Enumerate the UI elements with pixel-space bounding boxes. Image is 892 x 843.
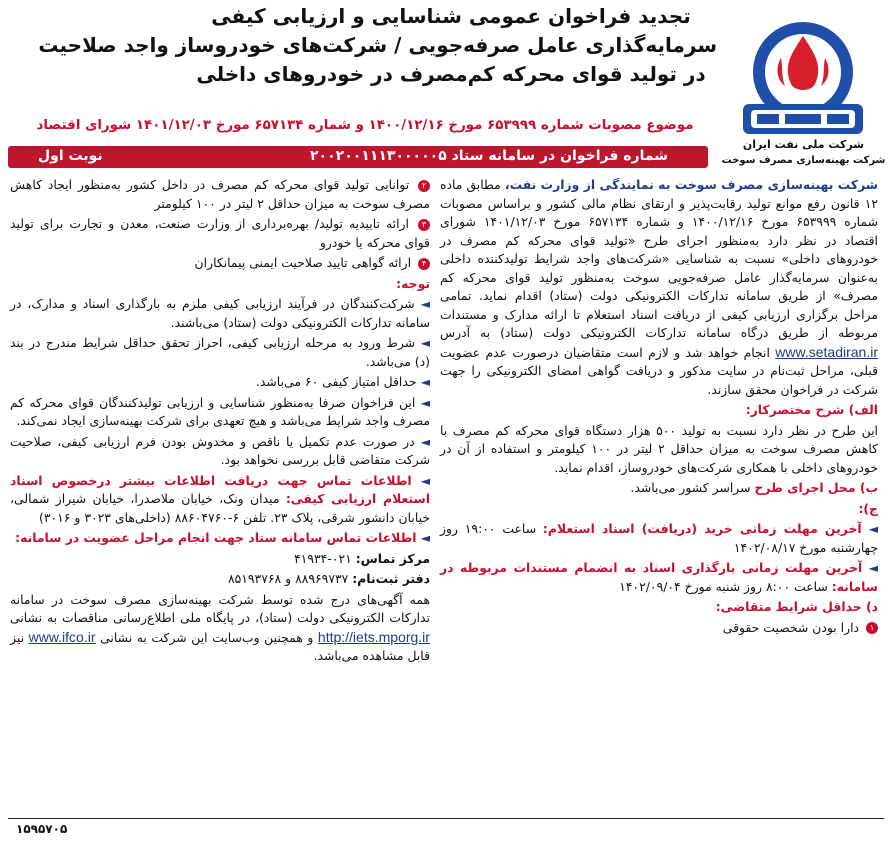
iets-link[interactable]: http://iets.mporg.ir	[317, 628, 430, 645]
footer-text-1: همه آگهی‌های درج شده توسط شرکت بهینه‌سازی مصرف سوخت در سامانه تدارکات الکترونیکی دولت (ستاد)، در پایگاه ملی اطلاع‌رسانی مناقصات به نشانی	[10, 591, 430, 625]
ad-code: ۱۵۹۵۷۰۵	[16, 822, 68, 836]
note-text: این فراخوان صرفا به‌منظور شناسایی و ارزیابی تولیدکنندگان قوای محرکه کم مصرف واجد شرایط می‌باشد و هیچ تعهدی برای شرکت بهینه‌سازی ایجاد نمی‌کند.	[10, 394, 430, 428]
subject-line: موضوع مصوبات شماره ۶۵۳۹۹۹ مورخ ۱۴۰۰/۱۲/۱۶ و شماره ۶۵۷۱۳۴ مورخ ۱۴۰۱/۱۲/۰۳ شورای اقتصاد	[36, 118, 694, 133]
call-center-number: ۰۲۱-۴۱۹۳۴	[294, 550, 352, 566]
logo-caption-2: شرکت بهینه‌سازی مصرف سوخت	[721, 155, 886, 166]
intro-company: شرکت بهینه‌سازی مصرف سوخت به نمایندگی از وزارت نفت،	[504, 177, 878, 192]
section-d-heading: د) حداقل شرایط متقاضی:	[715, 599, 878, 614]
call-number-banner	[8, 146, 708, 168]
note-text: شرط ورود به مرحله ارزیابی کیفی، احراز تحقق حداقل شرایط مندرج در بند (د) می‌باشد.	[10, 335, 430, 369]
deadline-1-label: آخرین مهلت زمانی خرید (دریافت) اسناد استعلام:	[542, 521, 862, 536]
deadline-2	[440, 559, 878, 596]
requirement-1-text: دارا بودن شخصیت حقوقی	[722, 619, 860, 635]
footer-text-2: و همچنین وب‌سایت این شرکت به نشانی	[100, 629, 314, 645]
note-heading: توجه:	[396, 275, 430, 291]
note-item	[10, 295, 430, 332]
intro-paragraph	[440, 176, 878, 399]
bullet-arrow-icon: ◄	[868, 560, 878, 575]
deadline-1	[440, 520, 878, 557]
bottom-divider	[8, 818, 884, 819]
contact-block	[10, 472, 430, 528]
contact-label: استعلام ارزیابی کیفی:	[285, 491, 430, 506]
ifco-link[interactable]: www.ifco.ir	[28, 628, 96, 645]
title-line-1: تجدید فراخوان عمومی شناسایی و ارزیابی کیفی	[211, 4, 691, 28]
bullet-arrow-icon: ◄	[420, 472, 430, 488]
bullet-arrow-icon: ◄	[420, 530, 430, 545]
note-text: شرکت‌کنندگان در فرآیند ارزیابی کیفی ملزم به بارگذاری اسناد و مدارک، در سامانه تدارکات الکترونیکی دولت (ستاد) می‌باشند.	[10, 296, 430, 330]
logo-caption-1: شرکت ملی نفت ایران	[742, 138, 865, 151]
call-center-label: مرکز تماس:	[355, 550, 430, 566]
title-line-3: در تولید قوای محرکه کم‌مصرف در خودروهای داخلی	[196, 62, 706, 86]
contact-body: میدان ونک، خیابان ملاصدرا، خیابان شیراز شمالی، خیابان دانشور شرقی، پلاک ۲۳. تلفن ۶-۸۸۶۰۴۷۶۰ (داخلی‌های ۳۰۲۳ و ۳۰۱۶)	[10, 491, 430, 525]
section-a-heading: الف) شرح مختصرکار:	[745, 402, 878, 417]
deadline-1-body: ساعت ۱۹:۰۰ روز چهارشنبه مورخ ۱۴۰۲/۰۸/۱۷	[440, 521, 878, 555]
number-badge-icon: ۲	[418, 180, 430, 192]
note-item	[10, 433, 430, 470]
bullet-arrow-icon: ◄	[868, 521, 878, 536]
setad-link[interactable]: www.setadiran.ir	[775, 343, 878, 360]
section-a-body: این طرح در نظر دارد نسبت به تولید ۵۰۰ هزار دستگاه قوای محرکه کم مصرف با کاهش مصرف سوخت به میزان حداقل ۲ لیتر در ۱۰۰ کیلومتر و استفاده از آن در خودروهای داخلی با همکاری شرکت‌های خودروساز، اقدام نماید.	[440, 422, 879, 475]
registration-office	[10, 570, 430, 589]
footer-paragraph	[10, 591, 430, 666]
section-b-heading: ب) محل اجرای طرح	[754, 480, 878, 495]
requirement-4-text: ارائه گواهی تایید صلاحیت ایمنی پیمانکاران	[194, 255, 412, 270]
intro-tail: انجام خواهد شد و لازم است متقاضیان درصورت عدم عضویت قبلی، مراحل ثبت‌نام در سایت مذکور و دریافت گواهی امضای الکترونیکی را جهت شرکت در فراخوان محقق سازند.	[440, 344, 878, 397]
intro-body: مطابق ماده ۱۲ قانون رفع موانع تولید رقابت‌پذیر و ارتقای نظام مالی کشور و براساس مصوبات شماره ۶۵۳۹۹۹ مورخ ۱۴۰۰/۱۲/۱۶ و شماره ۶۵۷۱۳۴ مورخ ۱۴۰۱/۱۲/۰۳ شورای اقتصاد در نظر دارد به‌منظور اجرای طرح «تولید قوای محرکه کم مصرف در خودروهای داخلی» نسبت به شناسایی «شرکت‌های واجد شرایط تولیدکننده داخلی به‌عنوان سرمایه‌گذار عامل صرفه‌جویی سوخت به‌منظور تولید قوای محرکه کم مصرف» از طریق سامانه تدارکات الکترونیکی دولت (ستاد) اقدام نماید. تمامی مراحل برگزاری ارزیابی کیفی از دریافت اسناد استعلام تا ارائه مدارک و مستندات مربوطه از طریق درگاه سامانه تدارکات الکترونیکی دولت (ستاد) به آدرس	[440, 177, 878, 340]
left-column	[10, 176, 430, 668]
flame-logo-icon	[721, 6, 886, 141]
setad-contact	[10, 529, 430, 548]
office-label: دفتر ثبت‌نام:	[352, 571, 430, 586]
deadline-2-body: ساعت ۸:۰۰ روز شنبه مورخ ۱۴۰۲/۰۹/۰۴	[619, 578, 828, 594]
bullet-arrow-icon: ◄	[420, 394, 430, 410]
office-numbers: ۸۸۹۶۹۷۳۷ و ۸۵۱۹۳۷۶۸	[227, 571, 349, 586]
call-number-text: شماره فراخوان در سامانه ستاد ۲۰۰۲۰۰۱۱۱۳۰۰۰۰۰۵	[310, 148, 668, 164]
requirement-1	[440, 619, 878, 638]
round-badge: نوبت اول	[38, 148, 103, 164]
number-badge-icon: ۱	[866, 622, 878, 634]
bullet-arrow-icon: ◄	[420, 335, 430, 350]
note-text: حداقل امتیاز کیفی ۶۰ می‌باشد.	[255, 374, 417, 389]
requirement-2-text: توانایی تولید قوای محرکه کم مصرف در داخل کشور به‌منظور ایجاد کاهش مصرف سوخت به میزان حداقل ۲ لیتر در ۱۰۰ کیلومتر	[10, 177, 430, 211]
note-item	[10, 394, 430, 431]
number-badge-icon: ۴	[418, 258, 430, 270]
bullet-arrow-icon: ◄	[420, 296, 430, 311]
requirement-2	[10, 176, 430, 213]
requirement-4	[10, 254, 430, 273]
setad-heading: اطلاعات تماس سامانه ستاد جهت انجام مراحل عضویت در سامانه:	[15, 530, 417, 545]
deadline-2-label: آخرین مهلت زمانی بارگذاری اسناد به انضمام مستندات مربوطه در سامانه:	[440, 560, 878, 594]
requirement-3	[10, 215, 430, 252]
footer-text-3: نیز قابل مشاهده می‌باشد.	[10, 629, 430, 663]
requirement-3-text: ارائه تاییدیه تولید/ بهره‌برداری از وزارت صنعت، معدن و تجارت برای تولید قوای محرکه یا خودرو	[10, 216, 430, 250]
title-line-2: سرمایه‌گذاری عامل صرفه‌جویی / شرکت‌های خودروساز واجد صلاحیت	[38, 33, 717, 57]
bullet-arrow-icon: ◄	[420, 374, 430, 389]
right-column	[440, 176, 878, 639]
call-center	[10, 550, 430, 569]
section-b-body: سراسر کشور می‌باشد.	[630, 480, 751, 495]
note-item	[10, 373, 430, 392]
note-item	[10, 334, 430, 371]
section-b	[440, 479, 878, 498]
section-c-heading: ج):	[858, 500, 878, 516]
bullet-arrow-icon: ◄	[420, 433, 430, 449]
number-badge-icon: ۳	[418, 219, 430, 231]
note-text: در صورت عدم تکمیل یا ناقص و مخدوش بودن فرم ارزیابی کیفی، صلاحیت شرکت متقاضی قابل بررسی نخواهد بود.	[10, 433, 430, 467]
contact-heading: اطلاعات تماس جهت دریافت اطلاعات بیشتر درخصوص اسناد	[10, 472, 412, 488]
